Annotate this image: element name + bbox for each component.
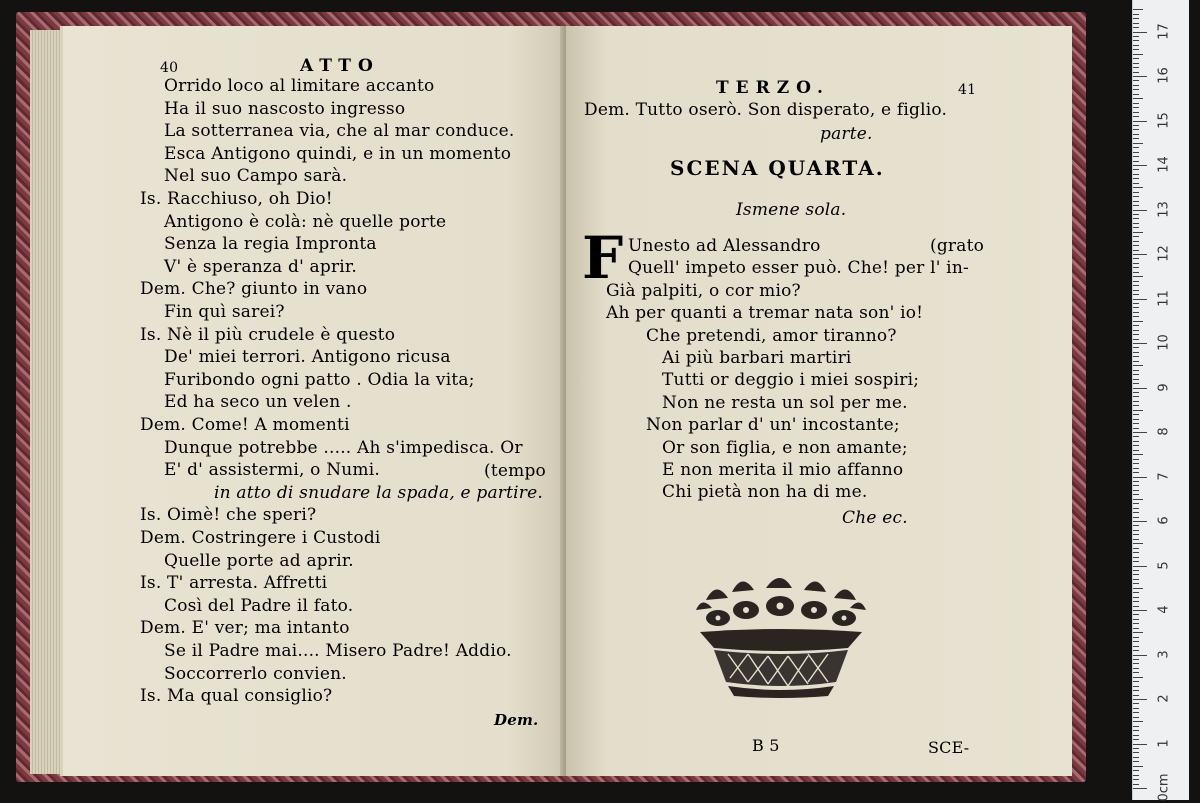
ruler-tick — [1133, 58, 1139, 59]
ruler-tick — [1133, 214, 1139, 215]
ruler-tick — [1133, 72, 1139, 73]
ruler-tick — [1133, 156, 1139, 157]
right-text-line: Chi pietà non ha di me. — [662, 482, 868, 503]
ruler-tick — [1133, 299, 1147, 300]
ruler-tick — [1133, 463, 1139, 464]
ruler-tick — [1133, 32, 1147, 33]
ruler-tick — [1133, 721, 1143, 722]
ruler-tick — [1133, 490, 1139, 491]
page-edges — [30, 30, 62, 774]
ruler-tick — [1133, 227, 1139, 228]
ruler-tick — [1133, 63, 1139, 64]
ruler-tick — [1133, 561, 1139, 562]
ruler-tick — [1133, 779, 1139, 780]
ruler-tick — [1133, 512, 1139, 513]
ruler-tick — [1133, 205, 1139, 206]
ruler-tick — [1133, 361, 1139, 362]
left-text-line: Dunque potrebbe ..... Ah s'impedisca. Or — [164, 437, 523, 458]
tempo-note: (tempo — [484, 461, 546, 481]
ruler-label: 9 — [1156, 382, 1172, 392]
left-text-line: in atto di snudare la spada, e partire. — [214, 482, 543, 503]
ruler-tick — [1133, 138, 1139, 139]
ruler-tick — [1133, 637, 1139, 638]
left-text-line: Dem. Che? giunto in vano — [140, 279, 368, 300]
ruler-tick — [1133, 436, 1139, 437]
ruler-tick — [1133, 85, 1139, 86]
ruler-tick — [1133, 539, 1139, 540]
ruler-label: 3 — [1156, 649, 1172, 659]
left-text-line: Senza la regia Impronta — [164, 234, 377, 255]
ruler-tick — [1133, 775, 1139, 776]
ruler-tick — [1133, 116, 1139, 117]
left-running-head: ATTO — [300, 56, 380, 76]
ruler-tick — [1133, 23, 1139, 24]
ruler-label: 0cm — [1156, 773, 1172, 802]
ruler-tick — [1133, 414, 1139, 415]
left-text-line: Se il Padre mai.... Misero Padre! Addio. — [164, 641, 512, 661]
ruler-label: 16 — [1156, 67, 1172, 84]
scene-subtitle: Ismene sola. — [736, 200, 847, 220]
ruler-tick — [1133, 241, 1139, 242]
ruler-label: 17 — [1156, 22, 1172, 40]
ruler-tick — [1133, 517, 1139, 518]
exit-note: parte. — [820, 124, 873, 144]
left-text-line: Furibondo ogni patto . Odia la vita; — [164, 369, 475, 390]
left-text-line: Nel suo Campo sarà. — [164, 166, 348, 187]
ruler-tick — [1133, 303, 1139, 304]
left-text-line: Dem. E' ver; ma intanto — [140, 618, 350, 639]
ruler-tick — [1133, 147, 1139, 148]
ruler-tick — [1133, 566, 1147, 567]
ruler-tick — [1133, 76, 1147, 77]
scene-title: SCENA QUARTA. — [670, 156, 885, 180]
ruler-tick — [1133, 410, 1143, 411]
right-text-line: Non ne resta un sol per me. — [662, 392, 908, 413]
ruler-tick — [1133, 250, 1139, 251]
ruler-tick — [1133, 9, 1143, 10]
ruler-tick — [1133, 161, 1139, 162]
ruler-tick — [1133, 129, 1139, 130]
ruler-tick — [1133, 334, 1139, 335]
ruler-tick — [1133, 574, 1139, 575]
ruler-tick — [1133, 583, 1139, 584]
right-text-line: Che pretendi, amor tiranno? — [646, 325, 897, 346]
ruler-tick — [1133, 80, 1139, 81]
ruler-tick — [1133, 107, 1139, 108]
ruler-tick — [1133, 285, 1139, 286]
ruler-tick — [1133, 735, 1139, 736]
right-text-line: Quell' impeto esser può. Che! per l' in- — [628, 258, 969, 279]
left-text-line: Is. Ma qual consiglio? — [140, 686, 333, 707]
ruler-tick — [1133, 717, 1139, 718]
ruler-tick — [1133, 89, 1139, 90]
ruler-tick — [1133, 570, 1139, 571]
ruler-tick — [1133, 757, 1139, 758]
ruler-tick — [1133, 383, 1139, 384]
ruler-tick — [1133, 401, 1139, 402]
ruler-tick — [1133, 347, 1139, 348]
ruler-tick — [1133, 668, 1139, 669]
right-running-head: TERZO. — [716, 78, 830, 98]
ruler-tick — [1133, 352, 1139, 353]
ruler-tick — [1133, 325, 1139, 326]
ruler-tick — [1133, 521, 1147, 522]
ruler-tick — [1133, 263, 1139, 264]
left-text-line: Ed ha seco un velen . — [164, 392, 352, 413]
ruler-label: 8 — [1156, 427, 1172, 436]
ruler-tick — [1133, 454, 1143, 455]
ruler-label: 5 — [1156, 560, 1172, 570]
right-text-line: Non parlar d' un' incostante; — [646, 415, 900, 436]
ruler-tick — [1133, 481, 1139, 482]
ruler-tick — [1133, 307, 1139, 308]
grato-note: (grato — [930, 236, 985, 256]
ruler-tick — [1133, 766, 1143, 767]
ruler-tick — [1133, 374, 1139, 375]
ruler-tick — [1133, 54, 1143, 55]
ruler-tick — [1133, 530, 1139, 531]
ruler-tick — [1133, 646, 1139, 647]
left-text-line: V' è speranza d' aprir. — [164, 256, 357, 277]
ruler-tick — [1133, 650, 1139, 651]
left-text-line: Is. T' arresta. Affretti — [140, 573, 328, 594]
ruler-label: 6 — [1156, 516, 1172, 525]
ruler-tick — [1133, 503, 1139, 504]
ruler-label: 14 — [1156, 156, 1172, 173]
ruler-tick — [1133, 628, 1139, 629]
ruler-tick — [1133, 499, 1143, 500]
ruler-tick — [1133, 14, 1139, 15]
right-text-line: Tutti or deggio i miei sospiri; — [662, 370, 920, 391]
flower-basket-ornament — [688, 570, 874, 698]
ruler-tick — [1133, 597, 1139, 598]
ruler-tick — [1133, 392, 1139, 393]
ruler-tick — [1133, 267, 1139, 268]
right-catchword: SCE- — [928, 738, 970, 757]
ruler-tick — [1133, 178, 1139, 179]
left-text-line: Orrido loco al limitare accanto — [164, 76, 435, 96]
ruler-tick — [1133, 174, 1139, 175]
ruler-tick — [1133, 365, 1143, 366]
ruler-tick — [1133, 169, 1139, 170]
ruler-tick — [1133, 281, 1139, 282]
left-text-line: Dem. Costringere i Custodi — [140, 528, 381, 548]
left-text-line: Antigono è colà: nè quelle porte — [164, 211, 447, 232]
ruler-tick — [1133, 210, 1147, 211]
ruler-tick — [1133, 632, 1143, 633]
ruler-tick — [1133, 183, 1139, 184]
ruler-tick — [1133, 494, 1139, 495]
ruler-tick — [1133, 40, 1139, 41]
ruler-label: 1 — [1156, 738, 1172, 748]
ruler-tick — [1133, 94, 1139, 95]
ruler-label: 12 — [1156, 245, 1172, 262]
ruler-tick — [1133, 423, 1139, 424]
ruler-tick — [1133, 49, 1139, 50]
left-text-line: Così del Padre il fato. — [164, 595, 354, 616]
right-text-line: Ai più barbari martiri — [662, 348, 852, 368]
right-text-line: Già palpiti, o cor mio? — [606, 280, 801, 301]
left-page-number: 40 — [160, 60, 179, 76]
ruler-tick — [1133, 655, 1147, 656]
left-text-line: Esca Antigono quindi, e in un momento — [164, 143, 512, 164]
left-text-line: La sotterranea via, che al mar conduce. — [164, 121, 515, 142]
ruler-tick — [1133, 396, 1139, 397]
ruler-tick — [1133, 339, 1139, 340]
ruler-tick — [1133, 579, 1139, 580]
ruler-tick — [1133, 232, 1143, 233]
ruler-label: 13 — [1156, 200, 1172, 218]
ruler-tick — [1133, 459, 1139, 460]
ruler-tick — [1133, 36, 1139, 37]
ruler-tick — [1133, 752, 1139, 753]
ruler-tick — [1133, 508, 1139, 509]
ruler-tick — [1133, 192, 1139, 193]
ruler-tick — [1133, 690, 1139, 691]
ruler-tick — [1133, 441, 1139, 442]
ruler-tick — [1133, 557, 1139, 558]
left-text-line: Is. Oimè! che speri? — [140, 505, 317, 526]
ruler-tick — [1133, 321, 1143, 322]
ruler-tick — [1133, 45, 1139, 46]
ruler-tick — [1133, 432, 1147, 433]
ruler-tick — [1133, 681, 1139, 682]
ruler-tick — [1133, 468, 1139, 469]
ruler-tick — [1133, 788, 1147, 789]
ruler-label: 10 — [1156, 334, 1172, 351]
ruler-tick — [1133, 601, 1139, 602]
ruler-label: 15 — [1156, 111, 1172, 129]
ruler-tick — [1133, 726, 1139, 727]
ruler-tick — [1133, 739, 1139, 740]
ruler-tick — [1133, 201, 1139, 202]
ruler-tick — [1133, 112, 1139, 113]
ruler-tick — [1133, 196, 1139, 197]
ruler-tick — [1133, 405, 1139, 406]
ruler-tick — [1133, 245, 1139, 246]
ruler-tick — [1133, 761, 1139, 762]
ruler-tick — [1133, 610, 1147, 611]
ruler-tick — [1133, 730, 1139, 731]
ruler-tick — [1133, 290, 1139, 291]
right-page-number: 41 — [958, 82, 977, 98]
drop-cap: F — [582, 224, 624, 292]
ruler-tick — [1133, 606, 1139, 607]
ruler-tick — [1133, 428, 1139, 429]
ruler-tick — [1133, 419, 1139, 420]
ruler-tick — [1133, 125, 1139, 126]
ruler-tick — [1133, 218, 1139, 219]
ruler-tick — [1133, 343, 1147, 344]
ruler-tick — [1133, 623, 1139, 624]
ruler-tick — [1133, 276, 1143, 277]
ruler-tick — [1133, 659, 1139, 660]
ruler-tick — [1133, 27, 1139, 28]
left-text-line: De' miei terrori. Antigono ricusa — [164, 347, 451, 368]
ruler-tick — [1133, 379, 1139, 380]
opening-line: Dem. Tutto oserò. Son disperato, e figlio. — [584, 100, 948, 120]
ruler-tick — [1133, 663, 1139, 664]
right-text-line: Unesto ad Alessandro — [628, 236, 821, 256]
ruler-tick — [1133, 356, 1139, 357]
left-text-line: Is. Nè il più crudele è questo — [140, 324, 396, 345]
ruler-tick — [1133, 485, 1139, 486]
ruler-tick — [1133, 748, 1139, 749]
ruler-tick — [1133, 236, 1139, 237]
ruler-tick — [1133, 258, 1139, 259]
left-text-line: Soccorrerlo convien. — [164, 663, 347, 684]
right-text-line: E non merita il mio affanno — [662, 460, 904, 480]
ruler-tick — [1133, 165, 1147, 166]
ruler-tick — [1133, 187, 1143, 188]
ruler-tick — [1133, 552, 1139, 553]
measurement-ruler — [1132, 0, 1189, 800]
ruler-tick — [1133, 254, 1147, 255]
ruler-tick — [1133, 784, 1139, 785]
ruler-tick — [1133, 672, 1139, 673]
ruler-tick — [1133, 388, 1147, 389]
left-text-line: Fin quì sarei? — [164, 302, 285, 322]
ruler-tick — [1133, 472, 1139, 473]
ruler-tick — [1133, 103, 1139, 104]
left-text-line: Ha il suo nascosto ingresso — [164, 98, 406, 119]
ruler-tick — [1133, 695, 1139, 696]
ruler-tick — [1133, 121, 1147, 122]
left-text-line: Quelle porte ad aprir. — [164, 550, 354, 571]
ruler-tick — [1133, 588, 1143, 589]
ruler-tick — [1133, 703, 1139, 704]
left-catchword: Dem. — [494, 711, 539, 729]
ruler-tick — [1133, 272, 1139, 273]
right-text-line: Ah per quanti a tremar nata son' io! — [606, 303, 924, 324]
ruler-tick — [1133, 450, 1139, 451]
ruler-tick — [1133, 592, 1139, 593]
ruler-tick — [1133, 677, 1143, 678]
ruler-tick — [1133, 744, 1147, 745]
ruler-tick — [1133, 534, 1139, 535]
left-text-line: E' d' assistermi, o Numi. — [164, 460, 380, 481]
ruler-tick — [1133, 330, 1139, 331]
ruler-tick — [1133, 712, 1139, 713]
ruler-tick — [1133, 223, 1139, 224]
ruler-tick — [1133, 543, 1143, 544]
ruler-tick — [1133, 67, 1139, 68]
ruler-tick — [1133, 614, 1139, 615]
ruler-label: 2 — [1156, 694, 1172, 703]
ruler-tick — [1133, 316, 1139, 317]
ruler-tick — [1133, 98, 1143, 99]
ruler-tick — [1133, 619, 1139, 620]
ruler-tick — [1133, 770, 1139, 771]
left-text-line: Is. Racchiuso, oh Dio! — [140, 189, 333, 209]
ruler-tick — [1133, 686, 1139, 687]
ruler-tick — [1133, 143, 1143, 144]
ruler-tick — [1133, 525, 1139, 526]
ruler-tick — [1133, 370, 1139, 371]
ruler-label: 4 — [1156, 605, 1172, 614]
ruler-tick — [1133, 18, 1139, 19]
ruler-tick — [1133, 641, 1139, 642]
ruler-tick — [1133, 134, 1139, 135]
ruler-tick — [1133, 477, 1147, 478]
ruler-tick — [1133, 548, 1139, 549]
right-text-line: Or son figlia, e non amante; — [662, 437, 908, 458]
left-text-line: Dem. Come! A momenti — [140, 415, 350, 435]
che-ec: Che ec. — [842, 508, 908, 528]
ruler-tick — [1133, 294, 1139, 295]
ruler-tick — [1133, 699, 1147, 700]
signature-mark: B 5 — [752, 736, 780, 755]
ruler-tick — [1133, 445, 1139, 446]
ruler-tick — [1133, 152, 1139, 153]
ruler-tick — [1133, 708, 1139, 709]
ruler-label: 7 — [1156, 471, 1172, 481]
ruler-tick — [1133, 312, 1139, 313]
ruler-label: 11 — [1156, 289, 1172, 307]
